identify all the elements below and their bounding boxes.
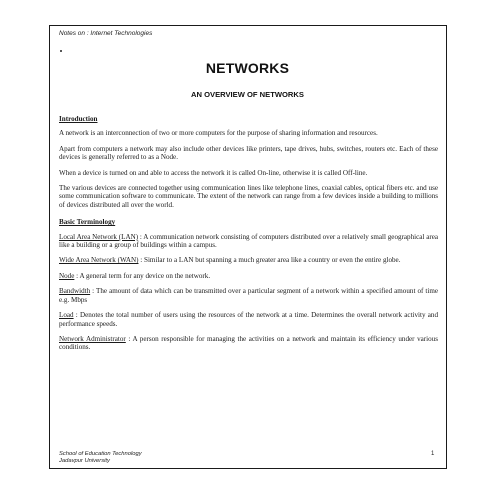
term-definition-wan — [59, 256, 438, 264]
intro-paragraph: The various devices are connected together using communication lines like telephone lines, coaxial cables, optical fibers etc. and use some communication software to communicate. The extent of the network can range from a few devices inside a building to millions of devices distributed all over the world. — [59, 184, 438, 209]
footer-line: School of Education Technology — [59, 451, 142, 457]
footer-institution — [59, 451, 142, 464]
term-text: : A communication network consisting of computers distributed over a relatively small geographical area like a building or a group of buildings within a campus. — [59, 232, 438, 250]
term-text: : A general term for any device on the network. — [74, 271, 211, 280]
term-name: Wide Area Network (WAN) — [59, 256, 139, 265]
intro-paragraph: When a device is turned on and able to access the network it is called On-line, otherwise it is called Off-line. — [59, 168, 368, 177]
term-name: Bandwidth — [59, 287, 91, 296]
term-name: Node — [59, 271, 75, 280]
page-number: 1 — [431, 451, 435, 457]
term-name: Load — [59, 311, 74, 320]
term-definition-bandwidth — [59, 287, 438, 304]
intro-paragraph: A network is an interconnection of two or more computers for the purpose of sharing information and resources. — [59, 129, 378, 138]
term-text: : Similar to a LAN but spanning a much greater area like a country or even the entire globe. — [138, 256, 401, 265]
term-definition-node — [59, 272, 438, 280]
page-subtitle: AN OVERVIEW OF NETWORKS — [191, 90, 304, 99]
intro-paragraph: Apart from computers a network may also include other devices like printers, tape drives, hubs, switches, routers etc. Each of these devices is generally referred to as a Node. — [59, 144, 438, 162]
section-heading-introduction: Introduction — [59, 115, 98, 123]
header-note: Notes on : Internet Technologies — [59, 30, 153, 37]
term-definition-load — [59, 311, 438, 328]
page-title: NETWORKS — [205, 60, 290, 76]
term-definition-network-administrator — [59, 335, 438, 352]
bullet-dot — [60, 50, 62, 52]
term-name: Network Administrator — [59, 334, 126, 343]
term-name: Local Area Network (LAN) — [59, 232, 139, 241]
term-text: : A person responsible for managing the activities on a network and maintain its efficiency under various conditions. — [59, 334, 438, 352]
document-body — [59, 115, 438, 359]
section-heading-basic-terminology: Basic Terminology — [59, 218, 116, 227]
term-text: : Denotes the total number of users using the resources of the network at a time. Determines the overall network activity and performance speeds. — [59, 311, 438, 328]
footer-line: Jadavpur University — [59, 457, 110, 464]
term-text: : The amount of data which can be transmitted over a particular segment of a network within a specified amount of time e.g. Mbps — [59, 287, 438, 304]
term-definition-lan — [59, 233, 438, 250]
